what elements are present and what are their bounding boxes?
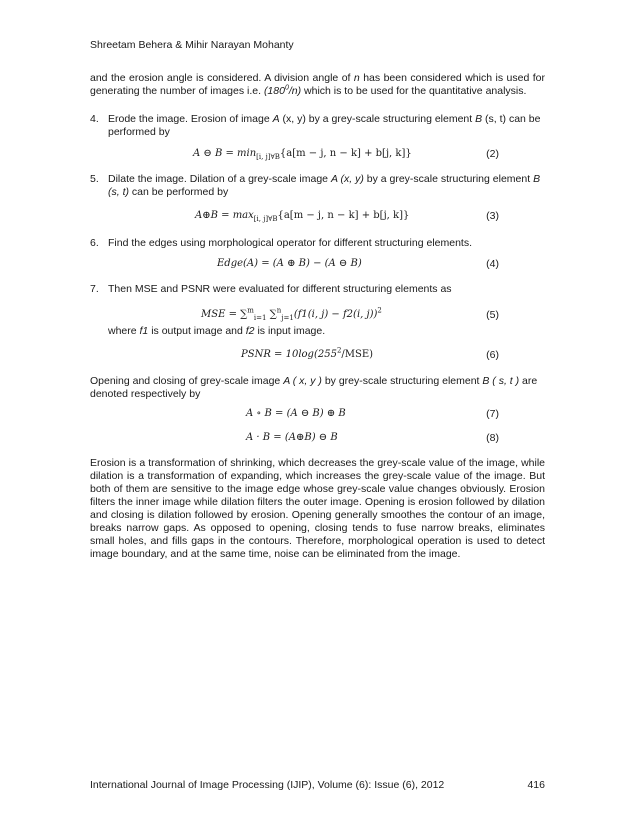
where-line: where f1 is output image and f2 is input image. bbox=[108, 325, 326, 337]
equation-4: Edge(A) = (A ⊕ B) − (A ⊖ B) (4) bbox=[217, 258, 499, 270]
step-7: 7. Then MSE and PSNR were evaluated for different structuring elements as bbox=[90, 283, 452, 295]
equation-6: PSNR = $10\log(255^2/MSE)$ (6) bbox=[241, 346, 499, 361]
intro-paragraph: and the erosion angle is considered. A division angle of n has been considered which is used for generating the number of images i.e. $(180^0/n)$ which is to be used for the quantitative analysis. bbox=[90, 72, 545, 97]
equation-7: A ∘ B = (A ⊖ B) ⊕ B (7) bbox=[246, 408, 499, 420]
journal-citation: International Journal of Image Processing (IJIP), Volume (6): Issue (6), 2012 bbox=[90, 779, 445, 791]
page-footer bbox=[90, 779, 545, 791]
equation-2: A ⊖ $B = \min_{[i, j]\forall B}\{a[m - j$, n − k] + b[j, k]} (2) bbox=[193, 148, 499, 161]
running-header: Shreetam Behera & Mihir Narayan Mohanty bbox=[90, 39, 294, 51]
step-5: 5. Dilate the image. Dilation of a grey-scale image A (x, y) by a grey-scale structuring element B (s, t) can be performed by bbox=[90, 173, 541, 198]
equation-5: MSE = ∑$^m_{i=1}$ ∑$^n_{j=1}$(f1(i, j) − f2(i, j))$^2$ (5) bbox=[201, 306, 499, 322]
step-4: 4. Erode the image. Erosion of image A (x, y) by a grey-scale structuring element B (s, t) can be performed by bbox=[90, 113, 541, 138]
equation-8: A · B = (A⊕B) ⊖ B (8) bbox=[246, 432, 499, 444]
equation-3: A⊕B = $\max_{[i, j]\forall B}\{a[m - j$, n − k] + b[j, k]} (3) bbox=[195, 210, 499, 223]
erosion-dilation-paragraph: Erosion is a transformation of shrinking, which decreases the grey-scale value of the image, while dilation is a transformation of expanding, which increases the grey-scale value of the image. But both of them are sensitive to the image edge whose grey-scale value changes obviously. Erosion filters the inner image while dilation filters the outer image. Opening is erosion followed by dilation and closing is dilation followed by erosion. Opening generally smoothes the contour of an image, breaks narrow gaps. As opposed to opening, closing tends to fuse narrow breaks, eliminates small holes, and fills gaps in the contours. Therefore, morphological operation is used to detect image boundary, and at the same time, noise can be eliminated from the image. bbox=[90, 457, 545, 560]
page-number: 416 bbox=[527, 779, 545, 791]
opening-closing-paragraph: Opening and closing of grey-scale image A ( x, y ) by grey-scale structuring element B ( s, t ) are denoted respectively by bbox=[90, 375, 538, 400]
step-6: 6. Find the edges using morphological operator for different structuring elements. bbox=[90, 237, 473, 249]
